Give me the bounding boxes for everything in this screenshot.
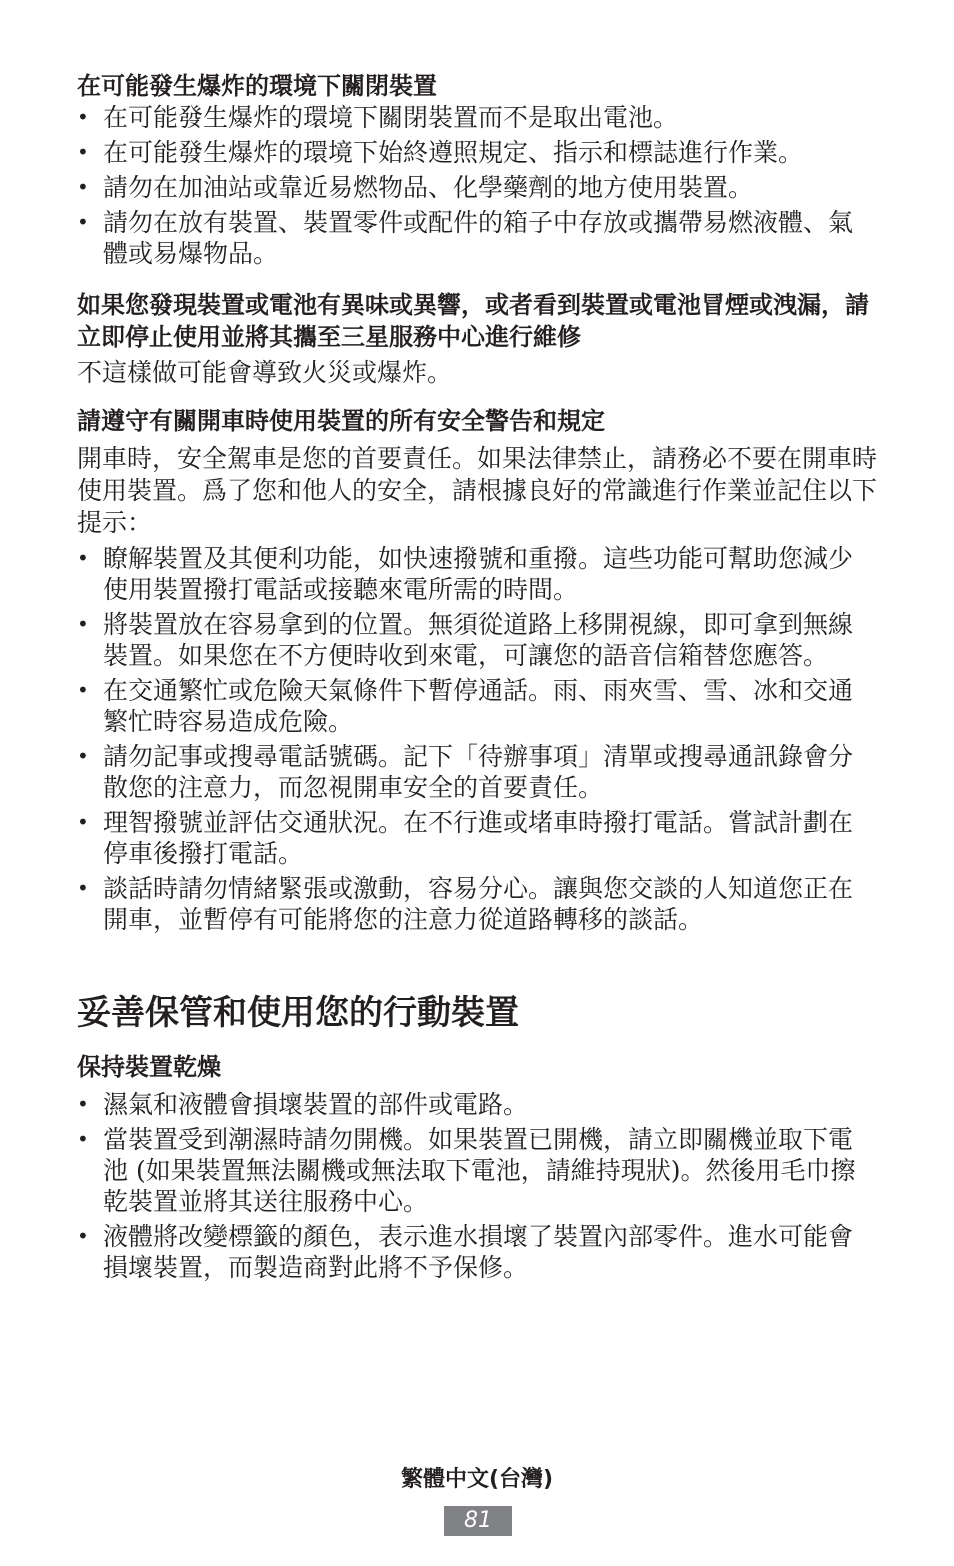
explosive-env-list <box>77 102 877 269</box>
bullet-icon: • <box>77 1224 89 1248</box>
page-number: 81 <box>444 1506 512 1536</box>
list-item: • 瞭解裝置及其便利功能，如快速撥號和重撥。這些功能可幫助您減少使用裝置撥打電話或接聽來電所需的時間。 <box>77 544 854 604</box>
bullet-icon: • <box>77 175 89 199</box>
list-item: • 請勿在放有裝置、裝置零件或配件的箱子中存放或攜帶易燃液體、氣體或易爆物品。 <box>77 208 854 268</box>
page-content <box>77 70 877 1287</box>
list-item: • 液體將改變標籤的顏色，表示進水損壞了裝置內部零件。進水可能會損壞裝置，而製造商對此將不予保修。 <box>77 1222 854 1282</box>
bullet-icon: • <box>77 744 89 768</box>
list-item: • 將裝置放在容易拿到的位置。無須從道路上移開視線，即可拿到無線裝置。如果您在不方便時收到來電，可讓您的語音信箱替您應答。 <box>77 610 854 670</box>
care-section-title: 妥善保管和使用您的行動裝置 <box>77 993 519 1033</box>
smoke-leak-text: 不這樣做可能會導致火災或爆炸。 <box>77 358 453 387</box>
bullet-icon: • <box>77 1092 89 1116</box>
bullet-icon: • <box>77 140 89 164</box>
bullet-icon: • <box>77 810 89 834</box>
driving-intro: 開車時，安全駕車是您的首要責任。如果法律禁止，請務必不要在開車時使用裝置。爲了您和他人的安全，請根據良好的常識進行作業並記住以下提示： <box>77 444 878 537</box>
bullet-icon: • <box>77 1127 89 1151</box>
bullet-icon: • <box>77 210 89 234</box>
bullet-icon: • <box>77 678 89 702</box>
list-item: • 在可能發生爆炸的環境下始終遵照規定、指示和標誌進行作業。 <box>77 138 804 167</box>
driving-list <box>77 543 877 935</box>
keep-dry-list <box>77 1089 877 1283</box>
list-item: • 在可能發生爆炸的環境下關閉裝置而不是取出電池。 <box>77 103 679 132</box>
list-item: • 在交通繁忙或危險天氣條件下暫停通話。雨、雨夾雪、雪、冰和交通繁忙時容易造成危險。 <box>77 676 854 736</box>
bullet-icon: • <box>77 876 89 900</box>
list-item: • 理智撥號並評估交通狀況。在不行進或堵車時撥打電話。嘗試計劃在停車後撥打電話。 <box>77 808 854 868</box>
list-item: • 當裝置受到潮濕時請勿開機。如果裝置已開機，請立即關機並取下電池 (如果裝置無法關機或無法取下電池，請維持現狀)。然後用毛巾擦乾裝置並將其送往服務中心。 <box>77 1125 856 1216</box>
bullet-icon: • <box>77 612 89 636</box>
explosive-env-heading: 在可能發生爆炸的環境下關閉裝置 <box>77 72 437 100</box>
list-item: • 談話時請勿情緒緊張或激動，容易分心。讓與您交談的人知道您正在開車，並暫停有可能將您的注意力從道路轉移的談話。 <box>77 874 854 934</box>
smoke-leak-heading: 如果您發現裝置或電池有異味或異響，或者看到裝置或電池冒煙或洩漏，請立即停止使用並將其攜至三星服務中心進行維修 <box>77 291 869 351</box>
list-item: • 請勿在加油站或靠近易燃物品、化學藥劑的地方使用裝置。 <box>77 173 754 202</box>
footer-language: 繁體中文(台灣) <box>400 1467 554 1492</box>
list-item: • 請勿記事或搜尋電話號碼。記下「待辦事項」清單或搜尋通訊錄會分散您的注意力，而忽視開車安全的首要責任。 <box>77 742 854 802</box>
bullet-icon: • <box>77 105 89 129</box>
driving-heading: 請遵守有關開車時使用裝置的所有安全警告和規定 <box>77 407 605 435</box>
keep-dry-heading: 保持裝置乾燥 <box>77 1053 221 1081</box>
list-item: • 濕氣和液體會損壞裝置的部件或電路。 <box>77 1090 529 1119</box>
bullet-icon: • <box>77 546 89 570</box>
